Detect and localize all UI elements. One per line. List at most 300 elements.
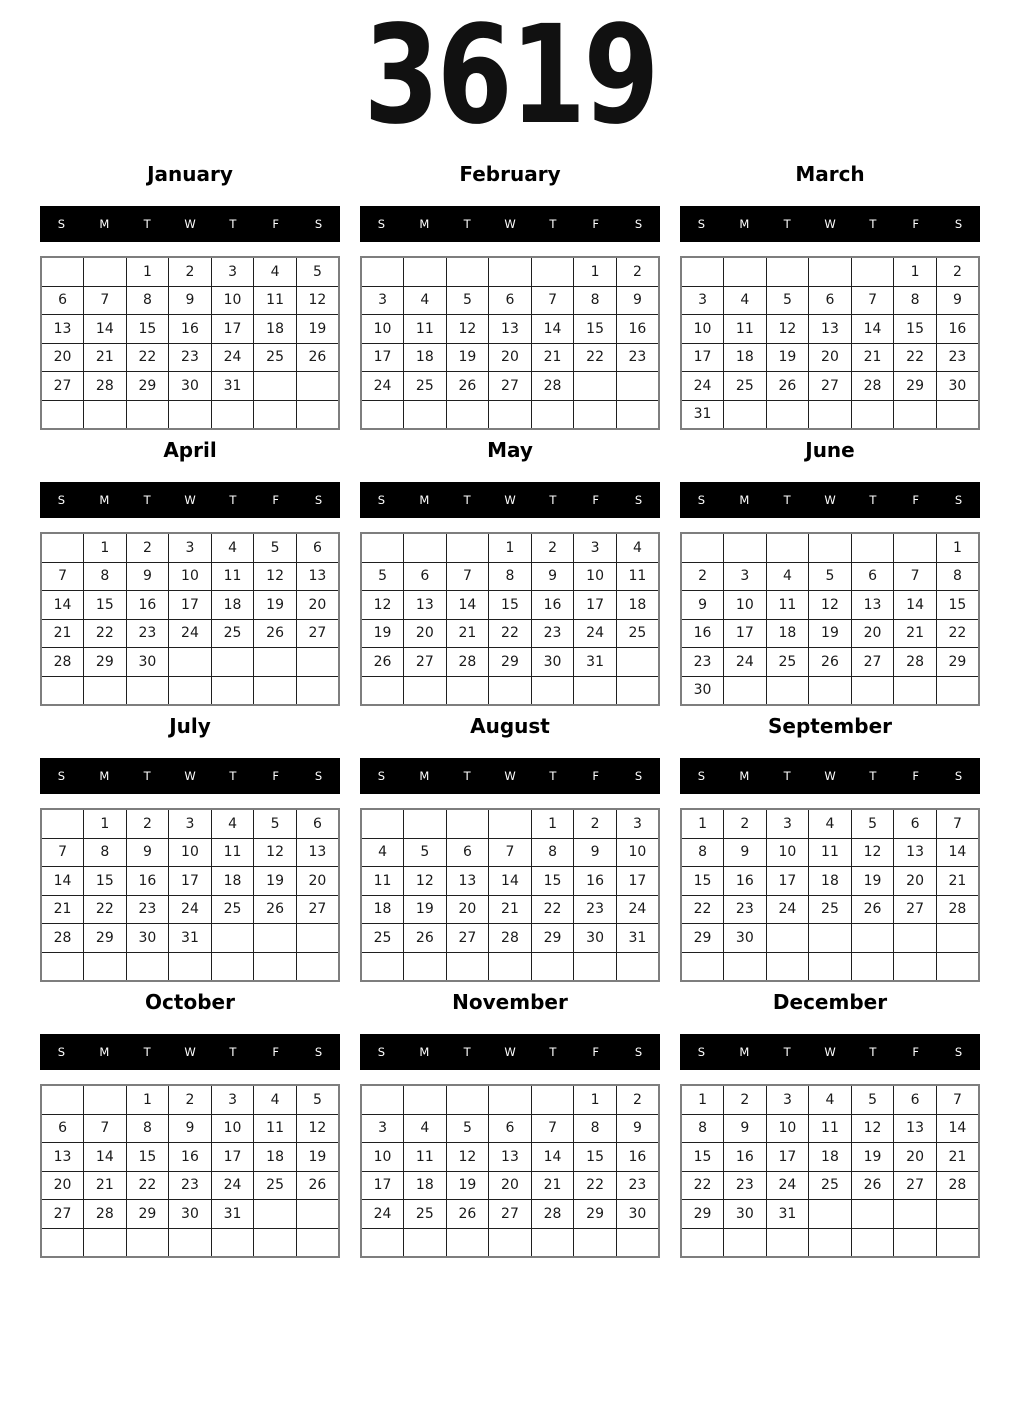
empty-cell (894, 952, 937, 981)
empty-cell (851, 924, 894, 953)
date-cell: 29 (126, 1200, 169, 1229)
date-cell: 13 (296, 838, 339, 867)
week-row (681, 1228, 979, 1257)
year-title (0, 0, 1020, 155)
weekday-label: T (463, 493, 471, 507)
week-row (681, 1200, 979, 1229)
date-cell: 2 (126, 533, 169, 562)
weekday-label: S (954, 1045, 963, 1059)
date-cell: 9 (169, 286, 212, 315)
empty-cell (531, 400, 574, 429)
week-row (681, 952, 979, 981)
date-cell: 11 (404, 1143, 447, 1172)
weekday-label: M (419, 1045, 430, 1059)
date-cell: 6 (41, 1114, 84, 1143)
date-cell: 28 (894, 648, 937, 677)
empty-cell (84, 400, 127, 429)
week-row (361, 1085, 659, 1114)
date-cell: 11 (254, 1114, 297, 1143)
weekday-label: T (549, 217, 557, 231)
weekday-label: M (99, 769, 110, 783)
weekday-label: F (912, 217, 920, 231)
date-cell: 26 (296, 343, 339, 372)
date-cell: 27 (296, 619, 339, 648)
empty-cell (616, 952, 659, 981)
date-grid (360, 256, 660, 430)
date-cell: 7 (84, 286, 127, 315)
month-title: June (805, 438, 855, 462)
date-cell: 19 (809, 619, 852, 648)
month-february (360, 162, 660, 430)
date-cell: 16 (574, 867, 617, 896)
weekday-header (360, 1034, 660, 1070)
date-cell: 30 (936, 372, 979, 401)
date-cell: 2 (574, 809, 617, 838)
date-cell: 31 (211, 372, 254, 401)
empty-cell (766, 400, 809, 429)
date-cell: 16 (126, 867, 169, 896)
date-cell: 18 (809, 1143, 852, 1172)
empty-cell (574, 952, 617, 981)
date-cell: 6 (851, 562, 894, 591)
date-cell: 9 (126, 838, 169, 867)
weekday-label: T (463, 769, 471, 783)
empty-cell (766, 257, 809, 286)
empty-cell (489, 1228, 532, 1257)
date-cell: 4 (254, 1085, 297, 1114)
date-cell: 22 (126, 1171, 169, 1200)
week-row (681, 591, 979, 620)
weekday-label: M (419, 769, 430, 783)
date-cell: 23 (169, 343, 212, 372)
date-cell: 5 (766, 286, 809, 315)
empty-cell (446, 676, 489, 705)
month-title: January (147, 162, 233, 186)
empty-cell (681, 952, 724, 981)
date-cell: 14 (531, 315, 574, 344)
week-row (361, 400, 659, 429)
date-cell: 12 (809, 591, 852, 620)
date-cell: 16 (616, 315, 659, 344)
date-cell: 8 (84, 838, 127, 867)
date-cell: 18 (254, 1143, 297, 1172)
date-cell: 19 (254, 591, 297, 620)
date-cell: 9 (616, 286, 659, 315)
month-june (680, 438, 980, 706)
date-cell: 29 (126, 372, 169, 401)
date-cell: 13 (296, 562, 339, 591)
date-cell: 2 (169, 1085, 212, 1114)
date-cell: 24 (169, 895, 212, 924)
date-cell: 1 (126, 257, 169, 286)
date-cell: 16 (724, 1143, 767, 1172)
empty-cell (936, 924, 979, 953)
empty-cell (936, 952, 979, 981)
empty-cell (254, 676, 297, 705)
empty-cell (404, 1228, 447, 1257)
empty-cell (851, 676, 894, 705)
weekday-label: W (504, 217, 516, 231)
date-cell: 5 (851, 1085, 894, 1114)
date-cell: 22 (574, 343, 617, 372)
date-cell: 14 (489, 867, 532, 896)
date-grid (680, 808, 980, 982)
empty-cell (766, 676, 809, 705)
weekday-label: T (229, 1045, 237, 1059)
date-cell: 20 (404, 619, 447, 648)
date-cell: 10 (616, 838, 659, 867)
weekday-label: S (697, 493, 706, 507)
date-cell: 25 (211, 895, 254, 924)
date-cell: 28 (531, 1200, 574, 1229)
date-cell: 16 (531, 591, 574, 620)
date-cell: 1 (84, 809, 127, 838)
week-row (41, 1228, 339, 1257)
date-grid (680, 532, 980, 706)
empty-cell (254, 372, 297, 401)
date-cell: 25 (766, 648, 809, 677)
week-row (681, 809, 979, 838)
date-cell: 21 (531, 1171, 574, 1200)
weekday-label: S (57, 1045, 66, 1059)
date-cell: 25 (404, 1200, 447, 1229)
week-row (41, 562, 339, 591)
empty-cell (296, 372, 339, 401)
date-cell: 29 (681, 924, 724, 953)
week-row (41, 619, 339, 648)
weekday-label: W (504, 1045, 516, 1059)
weekday-label: W (824, 1045, 836, 1059)
date-cell: 3 (766, 809, 809, 838)
date-cell: 10 (169, 838, 212, 867)
date-cell: 31 (211, 1200, 254, 1229)
date-cell: 24 (361, 372, 404, 401)
empty-cell (616, 676, 659, 705)
empty-cell (361, 809, 404, 838)
weekday-label: S (57, 769, 66, 783)
empty-cell (894, 676, 937, 705)
week-row (361, 591, 659, 620)
date-cell: 4 (809, 1085, 852, 1114)
date-cell: 5 (809, 562, 852, 591)
empty-cell (126, 952, 169, 981)
empty-cell (489, 257, 532, 286)
date-cell: 7 (41, 838, 84, 867)
empty-cell (211, 648, 254, 677)
date-cell: 24 (361, 1200, 404, 1229)
month-title: August (470, 714, 550, 738)
date-cell: 8 (574, 1114, 617, 1143)
empty-cell (894, 400, 937, 429)
empty-cell (446, 809, 489, 838)
weekday-label: F (592, 1045, 600, 1059)
weekday-label: S (697, 769, 706, 783)
week-row (41, 400, 339, 429)
weekday-label: W (824, 769, 836, 783)
date-cell: 28 (936, 895, 979, 924)
date-cell: 18 (724, 343, 767, 372)
weekday-label: S (954, 217, 963, 231)
month-may (360, 438, 660, 706)
empty-cell (809, 1228, 852, 1257)
weekday-label: F (272, 1045, 280, 1059)
week-row (681, 257, 979, 286)
date-cell: 28 (84, 372, 127, 401)
date-cell: 23 (724, 1171, 767, 1200)
week-row (361, 372, 659, 401)
date-grid (360, 808, 660, 982)
date-cell: 18 (809, 867, 852, 896)
weekday-label: T (143, 217, 151, 231)
date-cell: 27 (809, 372, 852, 401)
date-cell: 5 (446, 286, 489, 315)
date-cell: 23 (574, 895, 617, 924)
date-cell: 3 (681, 286, 724, 315)
date-cell: 30 (169, 372, 212, 401)
week-row (681, 924, 979, 953)
week-row (681, 286, 979, 315)
empty-cell (41, 400, 84, 429)
date-cell: 21 (41, 619, 84, 648)
date-cell: 11 (809, 838, 852, 867)
date-cell: 29 (681, 1200, 724, 1229)
empty-cell (936, 1228, 979, 1257)
date-cell: 4 (766, 562, 809, 591)
weekday-label: S (57, 217, 66, 231)
date-cell: 14 (446, 591, 489, 620)
date-cell: 17 (211, 315, 254, 344)
date-cell: 4 (211, 533, 254, 562)
week-row (361, 867, 659, 896)
weekday-label: F (592, 217, 600, 231)
weekday-label: S (954, 769, 963, 783)
date-cell: 7 (41, 562, 84, 591)
date-cell: 9 (724, 1114, 767, 1143)
empty-cell (211, 400, 254, 429)
date-cell: 15 (574, 1143, 617, 1172)
date-cell: 24 (169, 619, 212, 648)
weekday-label: M (99, 217, 110, 231)
date-cell: 9 (531, 562, 574, 591)
date-cell: 7 (936, 1085, 979, 1114)
date-cell: 5 (254, 533, 297, 562)
date-cell: 7 (894, 562, 937, 591)
empty-cell (531, 1085, 574, 1114)
empty-cell (404, 1085, 447, 1114)
week-row (681, 1114, 979, 1143)
week-row (361, 1171, 659, 1200)
empty-cell (446, 952, 489, 981)
date-cell: 11 (361, 867, 404, 896)
empty-cell (766, 1228, 809, 1257)
date-cell: 6 (404, 562, 447, 591)
date-cell: 1 (126, 1085, 169, 1114)
week-row (361, 1228, 659, 1257)
empty-cell (531, 952, 574, 981)
date-cell: 10 (361, 315, 404, 344)
weekday-header (40, 758, 340, 794)
empty-cell (84, 1228, 127, 1257)
empty-cell (936, 676, 979, 705)
weekday-label: S (377, 769, 386, 783)
date-cell: 11 (616, 562, 659, 591)
date-cell: 10 (211, 1114, 254, 1143)
empty-cell (574, 676, 617, 705)
weekday-label: F (272, 217, 280, 231)
date-cell: 1 (489, 533, 532, 562)
date-cell: 12 (296, 1114, 339, 1143)
weekday-label: T (229, 769, 237, 783)
date-cell: 22 (681, 1171, 724, 1200)
weekday-label: W (184, 769, 196, 783)
week-row (41, 1085, 339, 1114)
date-cell: 25 (809, 1171, 852, 1200)
date-cell: 11 (404, 315, 447, 344)
weekday-label: T (783, 493, 791, 507)
empty-cell (766, 952, 809, 981)
empty-cell (254, 648, 297, 677)
date-cell: 22 (84, 895, 127, 924)
date-cell: 23 (126, 895, 169, 924)
date-cell: 17 (211, 1143, 254, 1172)
month-title: March (795, 162, 865, 186)
date-cell: 18 (211, 867, 254, 896)
week-row (361, 257, 659, 286)
weekday-header (40, 206, 340, 242)
date-cell: 21 (936, 867, 979, 896)
date-cell: 26 (296, 1171, 339, 1200)
week-row (41, 895, 339, 924)
empty-cell (404, 952, 447, 981)
date-cell: 17 (766, 1143, 809, 1172)
date-cell: 30 (126, 924, 169, 953)
date-cell: 16 (126, 591, 169, 620)
date-cell: 4 (211, 809, 254, 838)
date-cell: 18 (404, 343, 447, 372)
date-cell: 4 (361, 838, 404, 867)
week-row (681, 648, 979, 677)
date-cell: 30 (724, 1200, 767, 1229)
date-cell: 22 (936, 619, 979, 648)
weekday-header (680, 1034, 980, 1070)
empty-cell (41, 533, 84, 562)
empty-cell (254, 400, 297, 429)
date-cell: 9 (616, 1114, 659, 1143)
empty-cell (126, 400, 169, 429)
date-cell: 9 (169, 1114, 212, 1143)
date-grid (360, 532, 660, 706)
empty-cell (41, 1228, 84, 1257)
date-cell: 11 (724, 315, 767, 344)
date-cell: 3 (211, 1085, 254, 1114)
date-cell: 16 (681, 619, 724, 648)
empty-cell (84, 952, 127, 981)
weekday-label: S (634, 217, 643, 231)
date-cell: 27 (894, 895, 937, 924)
date-cell: 16 (724, 867, 767, 896)
date-cell: 23 (616, 1171, 659, 1200)
weekday-label: M (739, 1045, 750, 1059)
weekday-label: T (869, 217, 877, 231)
week-row (361, 1114, 659, 1143)
empty-cell (169, 952, 212, 981)
month-title: April (163, 438, 217, 462)
year-title-text: 3619 (363, 0, 657, 155)
date-cell: 5 (296, 1085, 339, 1114)
date-cell: 20 (41, 343, 84, 372)
month-january (40, 162, 340, 430)
date-cell: 7 (489, 838, 532, 867)
weekday-label: S (57, 493, 66, 507)
week-row (361, 924, 659, 953)
empty-cell (361, 400, 404, 429)
date-cell: 21 (41, 895, 84, 924)
date-cell: 27 (489, 1200, 532, 1229)
week-row (681, 867, 979, 896)
empty-cell (894, 1228, 937, 1257)
date-cell: 12 (446, 1143, 489, 1172)
date-cell: 24 (616, 895, 659, 924)
empty-cell (41, 676, 84, 705)
date-cell: 1 (531, 809, 574, 838)
date-cell: 5 (254, 809, 297, 838)
weekday-label: S (314, 493, 323, 507)
empty-cell (851, 533, 894, 562)
weekday-header (680, 482, 980, 518)
empty-cell (574, 372, 617, 401)
empty-cell (936, 1200, 979, 1229)
week-row (361, 838, 659, 867)
date-cell: 4 (404, 286, 447, 315)
weekday-label: S (634, 1045, 643, 1059)
date-cell: 13 (446, 867, 489, 896)
week-row (41, 1143, 339, 1172)
week-row (361, 1200, 659, 1229)
empty-cell (531, 676, 574, 705)
date-cell: 12 (851, 838, 894, 867)
month-title: February (459, 162, 561, 186)
empty-cell (809, 924, 852, 953)
date-cell: 30 (126, 648, 169, 677)
date-cell: 16 (616, 1143, 659, 1172)
date-cell: 23 (531, 619, 574, 648)
empty-cell (296, 1200, 339, 1229)
empty-cell (84, 1085, 127, 1114)
date-cell: 18 (361, 895, 404, 924)
weekday-header (360, 206, 660, 242)
date-cell: 6 (41, 286, 84, 315)
date-cell: 7 (851, 286, 894, 315)
date-cell: 1 (574, 1085, 617, 1114)
date-cell: 26 (404, 924, 447, 953)
date-cell: 6 (446, 838, 489, 867)
date-cell: 11 (211, 838, 254, 867)
date-cell: 1 (936, 533, 979, 562)
date-cell: 30 (574, 924, 617, 953)
empty-cell (211, 1228, 254, 1257)
date-cell: 20 (809, 343, 852, 372)
weekday-label: M (419, 493, 430, 507)
date-cell: 12 (766, 315, 809, 344)
date-cell: 12 (254, 562, 297, 591)
weekday-label: M (99, 1045, 110, 1059)
empty-cell (446, 1228, 489, 1257)
date-cell: 31 (681, 400, 724, 429)
date-cell: 28 (41, 648, 84, 677)
empty-cell (361, 676, 404, 705)
date-cell: 22 (126, 343, 169, 372)
date-cell: 31 (574, 648, 617, 677)
